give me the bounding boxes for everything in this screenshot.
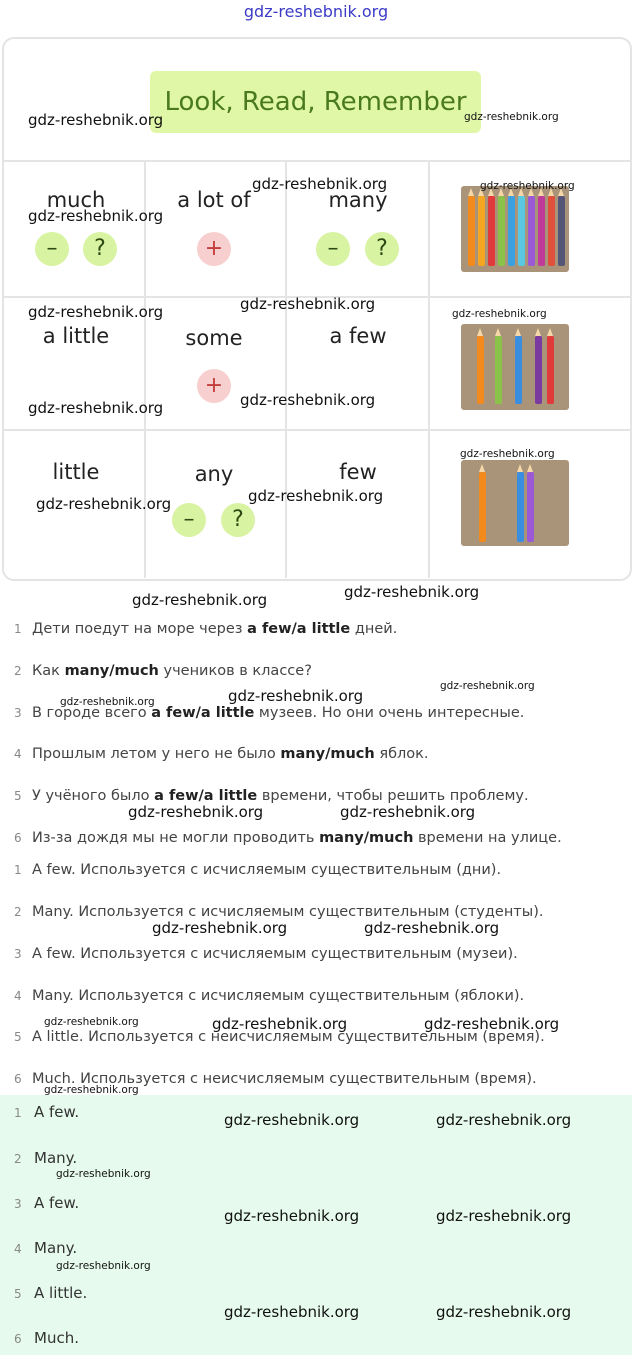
watermark: gdz-reshebnik.org xyxy=(224,1303,360,1321)
watermark: gdz-reshebnik.org xyxy=(28,111,164,129)
watermark: gdz-reshebnik.org xyxy=(340,803,476,821)
watermark: gdz-reshebnik.org xyxy=(424,1015,560,1033)
plus-icon: + xyxy=(197,232,231,266)
question-icon: ? xyxy=(83,232,117,266)
watermark: gdz-reshebnik.org xyxy=(228,687,364,705)
watermark: gdz-reshebnik.org xyxy=(56,1260,151,1272)
grid-divider xyxy=(2,429,630,431)
exercise-item: 2 Как many/much учеников в классе? xyxy=(14,663,312,679)
watermark: gdz-reshebnik.org xyxy=(436,1111,572,1129)
minus-icon: – xyxy=(316,232,350,266)
watermark: gdz-reshebnik.org xyxy=(248,487,384,505)
answer-item: 3 A few. xyxy=(14,1194,80,1212)
explanation-item: 3 A few. Используется с исчисляемым существительным (музеи). xyxy=(14,946,518,962)
watermark: gdz-reshebnik.org xyxy=(44,1016,139,1028)
watermark: gdz-reshebnik.org xyxy=(464,111,559,123)
question-icon: ? xyxy=(365,232,399,266)
watermark: gdz-reshebnik.org xyxy=(224,1207,360,1225)
answer-item: 2 Many. xyxy=(14,1149,78,1167)
watermark: gdz-reshebnik.org xyxy=(128,803,264,821)
answer-item: 5 A little. xyxy=(14,1284,88,1302)
explanation-item: 6 Much. Используется с неисчисляемым существительным (время). xyxy=(14,1071,537,1087)
answer-item: 1 A few. xyxy=(14,1103,80,1121)
site-header-watermark[interactable]: gdz-reshebnik.org xyxy=(243,2,389,21)
word-a-lot-of: a lot of xyxy=(177,188,251,212)
minus-icon: – xyxy=(172,503,206,537)
watermark: gdz-reshebnik.org xyxy=(60,696,155,708)
exercise-item: 4 Прошлым летом у него не было many/much яблок. xyxy=(14,746,429,762)
question-icon: ? xyxy=(221,503,255,537)
watermark: gdz-reshebnik.org xyxy=(28,303,164,321)
word-much: much xyxy=(46,188,106,212)
grid-divider xyxy=(428,160,430,578)
watermark: gdz-reshebnik.org xyxy=(436,1207,572,1225)
watermark: gdz-reshebnik.org xyxy=(240,391,376,409)
title-banner xyxy=(150,71,481,133)
watermark: gdz-reshebnik.org xyxy=(224,1111,360,1129)
word-few: few xyxy=(339,460,377,484)
watermark: gdz-reshebnik.org xyxy=(436,1303,572,1321)
word-a-few: a few xyxy=(329,324,387,348)
answer-item: 6 Much. xyxy=(14,1329,79,1347)
watermark: gdz-reshebnik.org xyxy=(460,448,555,460)
watermark: gdz-reshebnik.org xyxy=(28,399,164,417)
grid-divider xyxy=(285,160,287,578)
watermark: gdz-reshebnik.org xyxy=(56,1168,151,1180)
few-pencils-image xyxy=(461,324,569,410)
watermark: gdz-reshebnik.org xyxy=(440,680,535,692)
word-many: many xyxy=(328,188,388,212)
watermark: gdz-reshebnik.org xyxy=(36,495,172,513)
card-title: Look, Read, Remember xyxy=(164,87,467,117)
explanation-item: 1 A few. Используется с исчисляемым существительным (дни). xyxy=(14,862,502,878)
watermark: gdz-reshebnik.org xyxy=(240,295,376,313)
watermark: gdz-reshebnik.org xyxy=(28,207,164,225)
explanation-item: 5 A little. Используется с неисчисляемым существительным (время). xyxy=(14,1029,545,1045)
word-little: little xyxy=(52,460,100,484)
watermark: gdz-reshebnik.org xyxy=(132,591,268,609)
watermark: gdz-reshebnik.org xyxy=(344,583,480,601)
little-pencils-image xyxy=(461,460,569,546)
exercise-item: 5 У учёного было a few/a little времени, чтобы решить проблему. xyxy=(14,788,529,804)
watermark: gdz-reshebnik.org xyxy=(212,1015,348,1033)
explanation-item: 2 Many. Используется с исчисляемым существительным (студенты). xyxy=(14,904,544,920)
watermark: gdz-reshebnik.org xyxy=(480,180,575,192)
watermark: gdz-reshebnik.org xyxy=(364,919,500,937)
watermark: gdz-reshebnik.org xyxy=(252,175,388,193)
many-pencils-image xyxy=(461,186,569,272)
word-any: any xyxy=(194,462,234,486)
word-some: some xyxy=(185,326,243,350)
explanation-item: 4 Many. Используется с исчисляемым существительным (яблоки). xyxy=(14,988,525,1004)
exercise-item: 6 Из-за дождя мы не могли проводить many/much времени на улице. xyxy=(14,830,562,846)
grid-divider xyxy=(2,160,630,162)
exercise-item: 3 В городе всего a few/a little музеев. Но они очень интересные. xyxy=(14,705,525,721)
minus-icon: – xyxy=(35,232,69,266)
watermark: gdz-reshebnik.org xyxy=(44,1084,139,1096)
word-a-little: a little xyxy=(42,324,110,348)
plus-icon: + xyxy=(197,369,231,403)
exercise-item: 1 Дети поедут на море через a few/a little дней. xyxy=(14,621,398,637)
watermark: gdz-reshebnik.org xyxy=(452,308,547,320)
watermark: gdz-reshebnik.org xyxy=(152,919,288,937)
answer-item: 4 Many. xyxy=(14,1239,78,1257)
